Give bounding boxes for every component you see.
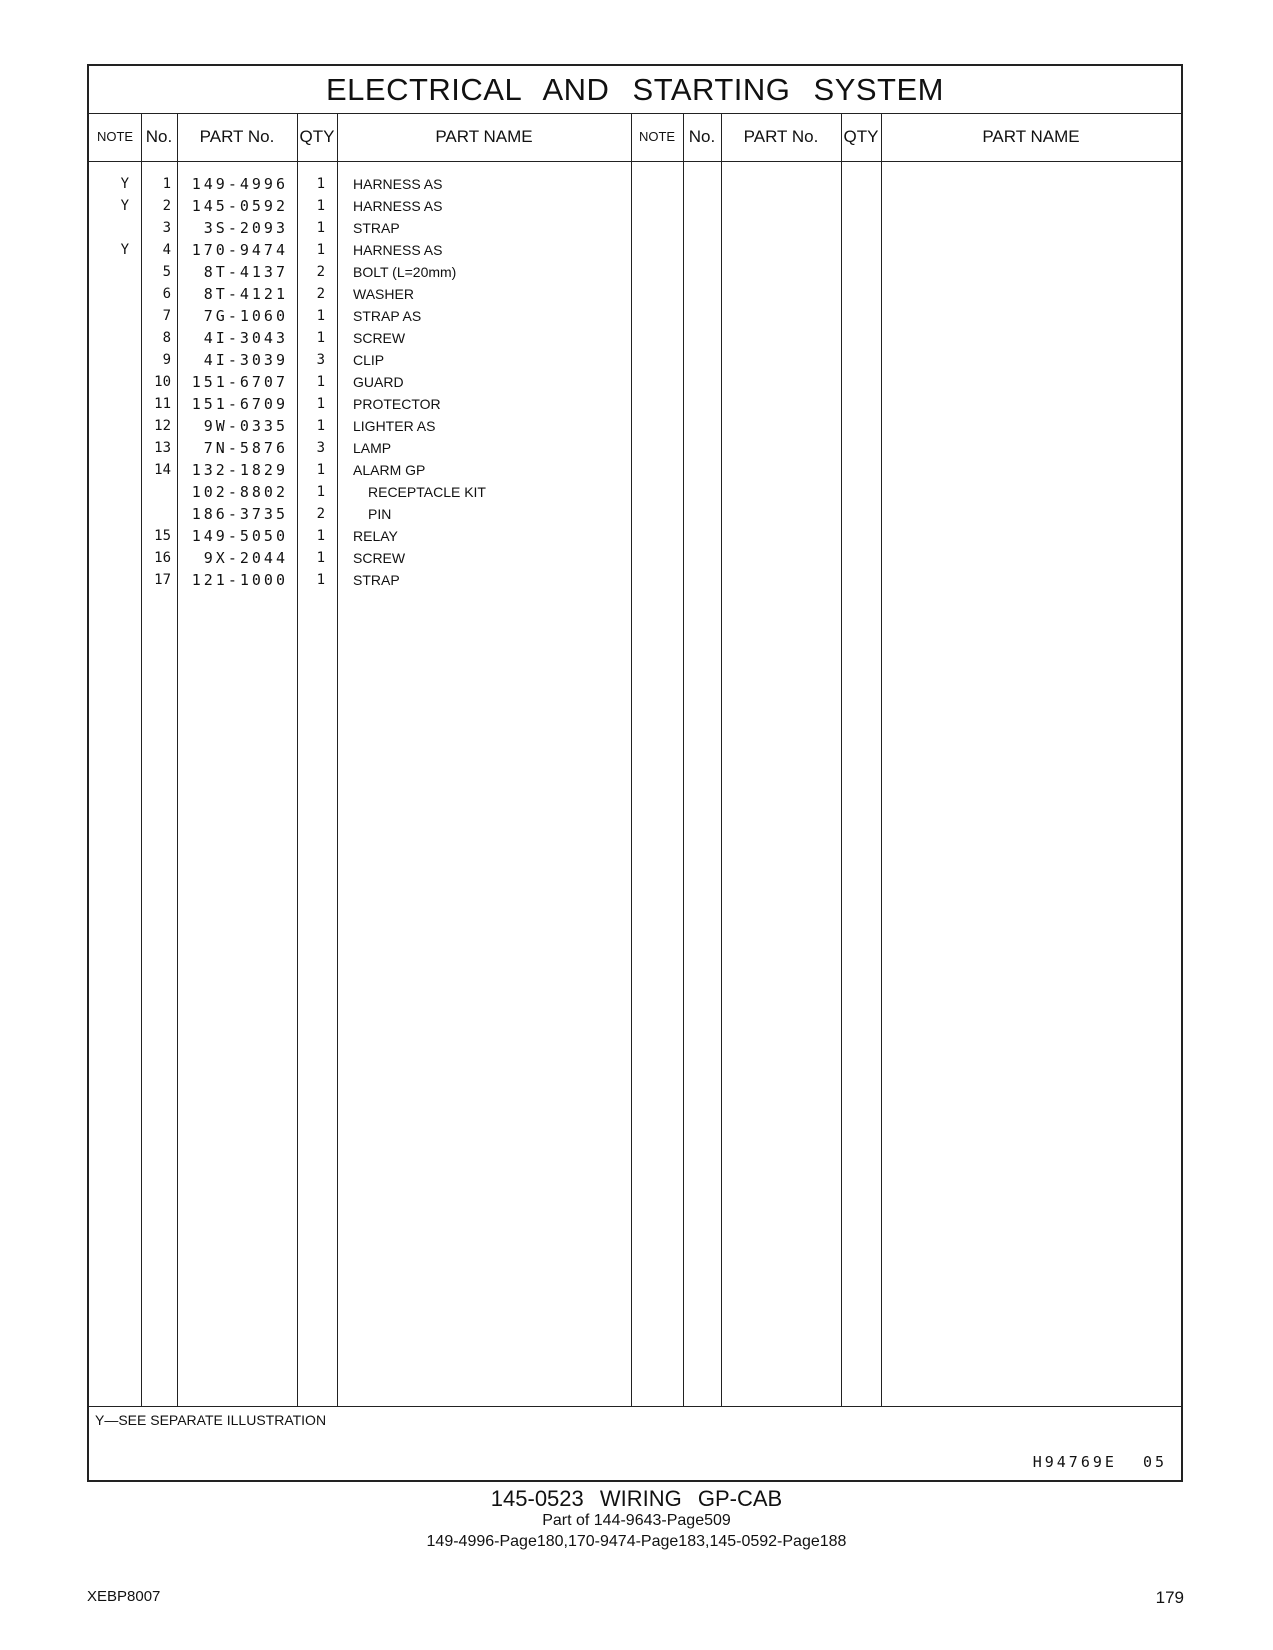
row-note — [89, 349, 129, 372]
header-part-name-left: PART NAME — [435, 127, 533, 146]
table-row — [89, 437, 1181, 460]
row-part-name: PROTECTOR — [353, 396, 441, 412]
row-note — [89, 305, 129, 328]
row-item-number: 13 — [154, 440, 171, 456]
row-part-number: 7N-5876 — [203, 439, 288, 457]
header-part-no-right: PART No. — [743, 127, 819, 146]
row-quantity: 2 — [316, 286, 325, 302]
table-row — [89, 547, 1181, 570]
parts-table — [87, 64, 1183, 1482]
table-row — [89, 349, 1181, 372]
group-caption: 145-0523 WIRING GP-CAB — [490, 1486, 783, 1511]
page-number: 179 — [1155, 1588, 1184, 1607]
row-part-name: RECEPTACLE KIT — [368, 484, 486, 500]
table-row — [89, 217, 1181, 240]
row-quantity: 1 — [316, 418, 325, 434]
row-quantity: 1 — [316, 198, 325, 214]
row-item-number: 11 — [154, 396, 171, 412]
row-note — [89, 393, 129, 416]
row-quantity: 1 — [316, 572, 325, 588]
reference-code-id: H94769E — [1032, 1453, 1117, 1471]
row-part-name: SCREW — [353, 330, 406, 346]
row-item-number: 5 — [162, 264, 171, 280]
row-note — [89, 217, 129, 240]
row-quantity: 3 — [316, 440, 325, 456]
row-part-number: 121-1000 — [191, 571, 288, 589]
table-row — [89, 283, 1181, 306]
table-row — [89, 415, 1181, 438]
row-part-number: 9X-2044 — [203, 549, 288, 567]
row-note — [89, 481, 129, 504]
row-item-number: 7 — [162, 308, 171, 324]
row-part-name: RELAY — [353, 528, 398, 544]
table-row — [89, 305, 1181, 328]
row-part-number: 4I-3039 — [203, 351, 288, 369]
row-item-number — [143, 481, 171, 504]
row-note — [89, 327, 129, 350]
row-note — [89, 415, 129, 438]
row-part-number: 102-8802 — [191, 483, 288, 501]
row-part-number: 151-6709 — [191, 395, 288, 413]
row-part-name: ALARM GP — [353, 462, 426, 478]
footnote: Y—SEE SEPARATE ILLUSTRATION — [95, 1412, 327, 1428]
table-row — [89, 481, 1181, 504]
row-quantity: 1 — [316, 550, 325, 566]
row-part-name: PIN — [368, 506, 392, 522]
table-row — [89, 569, 1181, 592]
row-quantity: 1 — [316, 220, 325, 236]
row-note — [89, 525, 129, 548]
row-part-name: WASHER — [353, 286, 414, 302]
row-part-name: HARNESS AS — [353, 176, 443, 192]
row-note: Y — [120, 176, 129, 192]
table-row — [89, 195, 1181, 218]
table-row — [89, 459, 1181, 482]
row-item-number: 10 — [154, 374, 171, 390]
row-note: Y — [120, 198, 129, 214]
row-part-number: 149-4996 — [191, 175, 288, 193]
table-header — [89, 114, 1181, 162]
row-part-number: 8T-4121 — [203, 285, 288, 303]
row-part-name: CLIP — [353, 352, 385, 368]
row-item-number: 6 — [162, 286, 171, 302]
row-item-number: 16 — [154, 550, 171, 566]
row-quantity: 1 — [316, 484, 325, 500]
row-quantity: 1 — [316, 330, 325, 346]
page-title: ELECTRICAL AND STARTING SYSTEM — [89, 66, 1181, 114]
row-note — [89, 459, 129, 482]
row-note — [89, 569, 129, 592]
row-note — [89, 371, 129, 394]
table-row — [89, 371, 1181, 394]
row-part-name: BOLT (L=20mm) — [353, 264, 457, 280]
header-note-left: NOTE — [96, 129, 134, 144]
reference-code — [1033, 1453, 1167, 1471]
row-part-name: GUARD — [353, 374, 404, 390]
row-quantity: 1 — [316, 374, 325, 390]
header-qty-left: QTY — [299, 127, 335, 146]
row-part-name: STRAP — [353, 220, 400, 236]
row-part-number: 151-6707 — [191, 373, 288, 391]
row-note: Y — [120, 242, 129, 258]
row-part-number: 170-9474 — [191, 241, 288, 259]
row-item-number: 14 — [154, 462, 171, 478]
row-part-number: 3S-2093 — [203, 219, 288, 237]
row-quantity: 1 — [316, 462, 325, 478]
row-part-number: 145-0592 — [191, 197, 288, 215]
table-body — [89, 162, 1181, 1406]
table-row — [89, 173, 1181, 196]
header-part-no-left: PART No. — [199, 127, 275, 146]
row-note — [89, 503, 129, 526]
caption-see-pages: 149-4996-Page180,170-9474-Page183,145-0592-Page188 — [426, 1533, 847, 1550]
header-no-right: No. — [688, 127, 716, 146]
table-row — [89, 239, 1181, 262]
row-item-number: 3 — [162, 220, 171, 236]
row-part-name: SCREW — [353, 550, 406, 566]
reference-revision: 05 — [1142, 1453, 1167, 1471]
header-note-right: NOTE — [638, 129, 676, 144]
row-part-number: 7G-1060 — [203, 307, 288, 325]
table-row — [89, 327, 1181, 350]
footer-divider — [89, 1406, 1181, 1407]
row-part-number: 186-3735 — [191, 505, 288, 523]
row-item-number: 17 — [154, 572, 171, 588]
row-part-name: STRAP — [353, 572, 400, 588]
row-quantity: 2 — [316, 506, 325, 522]
row-note — [89, 261, 129, 284]
row-part-name: HARNESS AS — [353, 242, 443, 258]
row-item-number: 2 — [162, 198, 171, 214]
row-item-number: 12 — [154, 418, 171, 434]
row-note — [89, 283, 129, 306]
row-quantity: 1 — [316, 176, 325, 192]
row-item-number: 9 — [162, 352, 171, 368]
row-item-number: 4 — [162, 242, 171, 258]
row-part-name: LIGHTER AS — [353, 418, 436, 434]
row-part-number: 4I-3043 — [203, 329, 288, 347]
row-item-number: 8 — [162, 330, 171, 346]
table-row — [89, 525, 1181, 548]
document-number: XEBP8007 — [87, 1588, 161, 1605]
row-part-number: 8T-4137 — [203, 263, 288, 281]
row-quantity: 1 — [316, 308, 325, 324]
row-part-number: 132-1829 — [191, 461, 288, 479]
row-part-name: STRAP AS — [353, 308, 422, 324]
row-part-number: 149-5050 — [191, 527, 288, 545]
table-row — [89, 393, 1181, 416]
row-part-name: LAMP — [353, 440, 392, 456]
row-note — [89, 437, 129, 460]
row-part-number: 9W-0335 — [203, 417, 288, 435]
row-quantity: 1 — [316, 242, 325, 258]
header-qty-right: QTY — [843, 127, 879, 146]
table-row — [89, 503, 1181, 526]
row-part-name: HARNESS AS — [353, 198, 443, 214]
table-row — [89, 261, 1181, 284]
row-quantity: 1 — [316, 396, 325, 412]
row-note — [89, 547, 129, 570]
row-item-number: 1 — [162, 176, 171, 192]
row-quantity: 3 — [316, 352, 325, 368]
row-item-number — [143, 503, 171, 526]
row-item-number: 15 — [154, 528, 171, 544]
header-no-left: No. — [145, 127, 173, 146]
row-quantity: 2 — [316, 264, 325, 280]
caption-part-of: Part of 144-9643-Page509 — [542, 1512, 731, 1529]
row-quantity: 1 — [316, 528, 325, 544]
header-part-name-right: PART NAME — [982, 127, 1080, 146]
